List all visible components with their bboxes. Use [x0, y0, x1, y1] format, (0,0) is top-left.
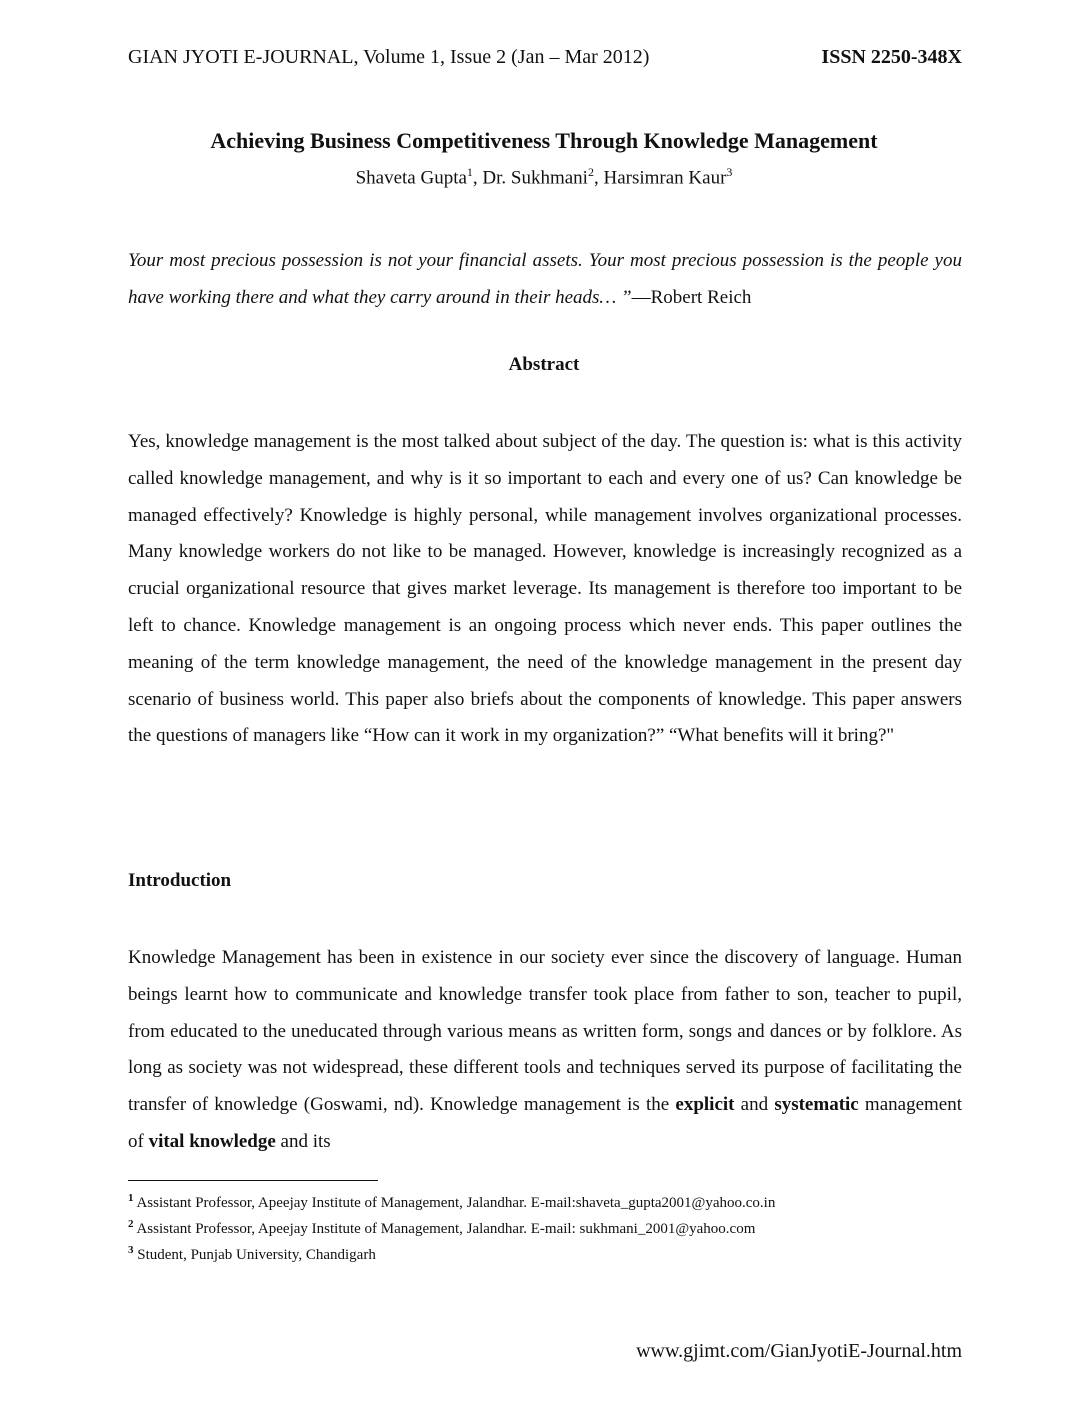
- running-header: [128, 46, 962, 76]
- intro-text-segment: management of: [128, 1094, 962, 1152]
- introduction-body: [128, 940, 962, 1161]
- intro-text-segment: Knowledge Management has been in existence in our society ever since the discovery of language. Human beings learnt how to communicate and knowledge transfer took place from father to son, teacher to pupil, from educated to the uneducated through various means as written form, songs and dances or by folklore. As long as society was not widespread, these different tools and techniques served its purpose of facilitating the transfer of knowledge (Goswami, nd). Knowledge management is the: [128, 947, 962, 1116]
- footnote: [128, 1188, 962, 1214]
- footnote: [128, 1240, 962, 1266]
- footnote-divider: [128, 1180, 378, 1181]
- intro-text-segment: and: [734, 1094, 775, 1116]
- author-name: Dr. Sukhmani: [482, 167, 588, 189]
- footnote-text: Assistant Professor, Apeejay Institute of Management, Jalandhar. E-mail: sukhmani_2001@yahoo.com: [136, 1221, 756, 1237]
- footnote: [128, 1214, 962, 1240]
- intro-bold-term: systematic: [774, 1094, 859, 1116]
- author-name: Harsimran Kaur: [603, 167, 727, 189]
- footnote-mark: 3: [128, 1244, 134, 1256]
- footnote-text: Student, Punjab University, Chandigarh: [137, 1247, 376, 1263]
- journal-citation: GIAN JYOTI E-JOURNAL, Volume 1, Issue 2 (Jan – Mar 2012): [128, 46, 650, 68]
- footnotes: [128, 1188, 962, 1266]
- author-list: Shaveta Gupta$^1$, Dr. Sukhmani$^2$, Harsimran Kaur$^3$: [355, 165, 733, 189]
- author-footnote-mark: 2: [587, 165, 594, 179]
- author-footnote-mark: 3: [726, 165, 733, 179]
- intro-bold-term: vital knowledge: [148, 1130, 276, 1152]
- epigraph-attribution: —Robert Reich: [631, 287, 752, 308]
- abstract-heading: Abstract: [508, 354, 580, 375]
- paper-title: Achieving Business Competitiveness Through Knowledge Management: [210, 128, 878, 153]
- author-name: Shaveta Gupta: [355, 167, 467, 189]
- epigraph-text: Your most precious possession is not your financial assets. Your most precious possession is the people you have working there and what they carry around in their heads… ”: [128, 250, 962, 308]
- author-footnote-mark: 1: [466, 165, 473, 179]
- issn-number: ISSN 2250-348X: [821, 46, 962, 68]
- intro-text-segment: and its: [275, 1130, 331, 1152]
- footnote-mark: 2: [128, 1218, 134, 1230]
- intro-bold-term: explicit: [675, 1094, 735, 1116]
- introduction-heading: Introduction: [128, 870, 232, 891]
- footnote-text: Assistant Professor, Apeejay Institute of Management, Jalandhar. E-mail:shaveta_gupta2001@yahoo.co.in: [136, 1195, 776, 1211]
- footer-url: www.gjimt.com/GianJyotiE-Journal.htm: [636, 1340, 962, 1362]
- abstract-body: Yes, knowledge management is the most talked about subject of the day. The question is: what is this activity called knowledge management, and why is it so important to each and every one of us? Can knowledge be managed effectively? Knowledge is highly personal, while management involves organizational processes. Many knowledge workers do not like to be managed. However, knowledge is increasingly recognized as a crucial organizational resource that gives market leverage. Its management is therefore too important to be left to chance. Knowledge management is an ongoing process which never ends. This paper outlines the meaning of the term knowledge management, the need of the knowledge management in the present day scenario of business world. This paper also briefs about the components of knowledge. This paper answers the questions of managers like “How can it work in my organization?” “What benefits will it bring?": [128, 431, 962, 747]
- footnote-mark: 1: [128, 1192, 134, 1204]
- epigraph: [128, 242, 962, 316]
